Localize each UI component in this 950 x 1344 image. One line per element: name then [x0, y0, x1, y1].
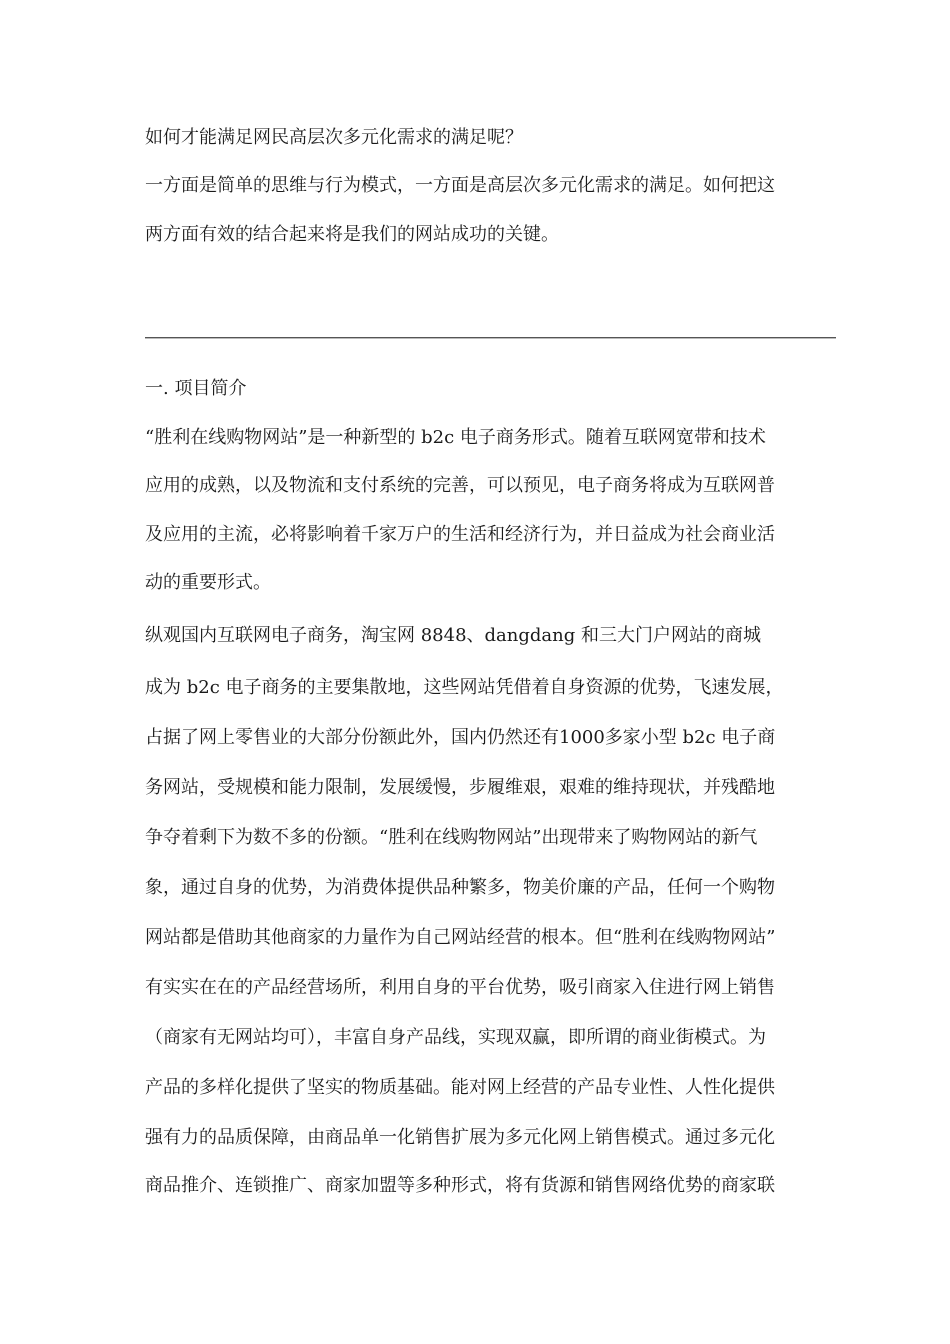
horizontal-divider — [145, 337, 836, 338]
para1-line-2: 应用的成熟，以及物流和支付系统的完善，可以预见，电子商务将成为互联网普 — [145, 475, 775, 496]
para1-line-3: 及应用的主流，必将影响着千家万户的生活和经济行为，并日益成为社会商业活 — [145, 524, 775, 545]
intro-question: 如何才能满足网民高层次多元化需求的满足呢？ — [145, 127, 523, 148]
para2-line-7: 网站都是借助其他商家的力量作为自己网站经营的根本。但“胜利在线购物网站” — [145, 927, 776, 948]
para1-line-4: 动的重要形式。 — [145, 572, 271, 593]
intro-paragraph-line-1: 一方面是简单的思维与行为模式，一方面是高层次多元化需求的满足。如何把这 — [145, 175, 775, 196]
para2-line-2: 成为 b2c 电子商务的主要集散地，这些网站凭借着自身资源的优势，飞速发展， — [145, 677, 784, 698]
para2-line-3: 占据了网上零售业的大部分份额此外，国内仍然还有1000多家小型 b2c 电子商 — [145, 727, 776, 748]
para2-line-1: 纵观国内互联网电子商务，淘宝网 8848、dangdang 和三大门户网站的商城 — [145, 625, 761, 646]
para2-line-10: 产品的多样化提供了坚实的物质基础。能对网上经营的产品专业性、人性化提供 — [145, 1077, 775, 1098]
para2-line-11: 强有力的品质保障，由商品单一化销售扩展为多元化网上销售模式。通过多元化 — [145, 1127, 775, 1148]
para2-line-9: （商家有无网站均可），丰富自身产品线，实现双赢，即所谓的商业街模式。为 — [145, 1027, 766, 1048]
intro-paragraph-line-2: 两方面有效的结合起来将是我们的网站成功的关键。 — [145, 224, 559, 245]
para1-line-1: “胜利在线购物网站”是一种新型的 b2c 电子商务形式。随着互联网宽带和技术 — [145, 427, 766, 448]
para2-line-12: 商品推介、连锁推广、商家加盟等多种形式，将有货源和销售网络优势的商家联 — [145, 1175, 775, 1196]
para2-line-6: 象，通过自身的优势，为消费体提供品种繁多，物美价廉的产品，任何一个购物 — [145, 877, 775, 898]
para2-line-8: 有实实在在的产品经营场所，利用自身的平台优势，吸引商家入住进行网上销售 — [145, 977, 775, 998]
section-heading: 一. 项目简介 — [145, 378, 247, 399]
para2-line-4: 务网站，受规模和能力限制，发展缓慢，步履维艰，艰难的维持现状，并残酷地 — [145, 777, 775, 798]
para2-line-5: 争夺着剩下为数不多的份额。“胜利在线购物网站”出现带来了购物网站的新气 — [145, 827, 758, 848]
